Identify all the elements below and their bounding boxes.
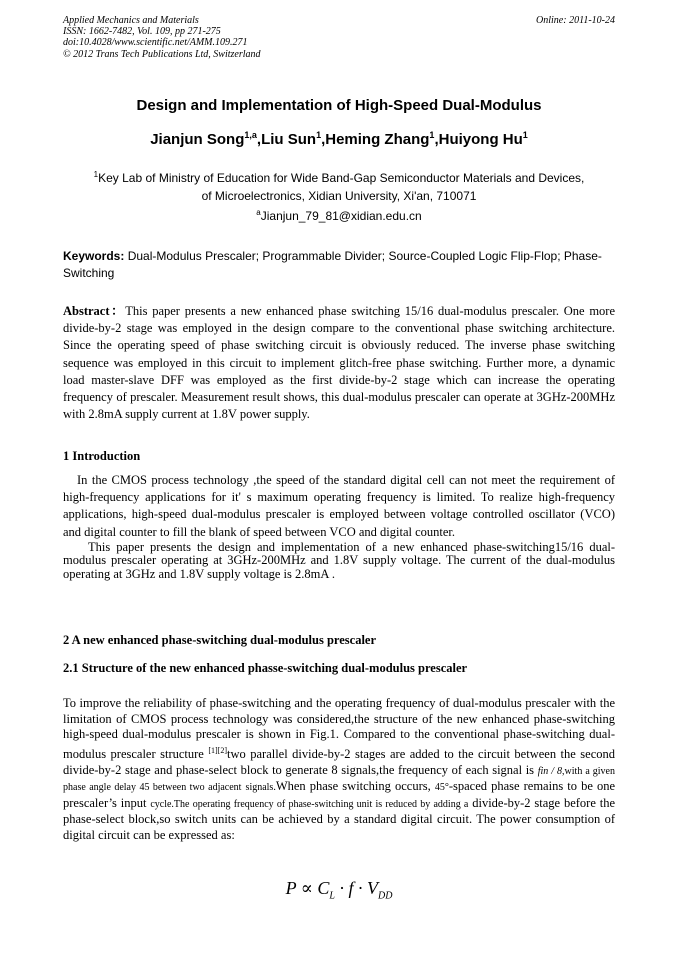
author-name: Huiyong Hu [438,131,523,148]
email-address: Jianjun_79_81@xidian.edu.cn [260,209,422,223]
author-name: Jianjun Song [150,131,245,148]
journal-name: Applied Mechanics and Materials [63,15,199,26]
email-sup: a [256,208,261,217]
body-text: -spaced phase remains to be one prescaler’s input [63,779,616,810]
journal-header [63,15,615,60]
journal-doi: doi:10.4028/www.scientific.net/AMM.109.271 [63,37,248,49]
section-heading-introduction: 1 Introduction [63,449,141,463]
author-sup: 1 [316,130,322,140]
journal-copyright: © 2012 Trans Tech Publications Ltd, Switzerland [63,48,261,60]
author-sup: 1,a [244,130,257,140]
abstract-label: Abstract： [63,304,126,318]
section-2-1-body [63,696,615,844]
abstract-text: This paper presents a new enhanced phase switching 15/16 dual-modulus prescaler. One more divide-by-2 stage was employed in the design compare to the conventional phase switching architecture. Since the operating speed of phase switching circuit is obviously reduced. The inverse phase switching sequence was employed in this circuit to implement glitch-free phase switching. Further more, a dynamic load master-slave DFF was employed as the first divide-by-2 stage which can increase the operating frequency of prescaler. Measurement result shows, this dual-modulus prescaler can operate at 3GHz-200MHz with 2.8mA supply current at 1.8V power supply. [63,304,615,422]
paper-title: Design and Implementation of High-Speed Dual-Modulus [136,97,542,114]
body-text: To improve the reliability of phase-switching and the operating frequency of dual-modulus prescaler with the limitation of CMOS process technology was considered,the structure of the new enhanced phase-switching high-speed dual-modulus prescaler is shown in Fig.1. Compared to the conventional phase-switching dual-modulus prescaler structure [63,696,615,761]
intro-paragraph-2: This paper presents the design and implementation of a new enhanced phase-switching15/16 dual-modulus prescaler operating at 3GHz-200MHz and 1.8V supply voltage. The current of the dual-modulus operating at 3GHz and 1.8V supply voltage is 2.8mA . [63,539,615,581]
affiliation [0,166,678,205]
introduction-body [63,472,615,581]
body-text: When phase switching occurs, [275,779,435,794]
author-sup: 1 [429,130,435,140]
author-sup: 1 [522,130,528,140]
frequency-fraction: fin / 8 [537,765,563,777]
affiliation-line-1: Key Lab of Ministry of Education for Wide Band-Gap Semiconductor Materials and Devices, [98,171,585,185]
citation: [1][2] [208,745,227,755]
phase-angle: 45° [434,782,449,794]
body-text: ,with a given phase angle delay 45 between two adjacent [63,765,615,794]
author-list: Jianjun Song$^{1,a}$,Liu Sun$^1$,Heming Zhang$^1$,Huiyong Hu$^1$ [150,130,528,148]
online-date: Online: 2011-10-24 [536,15,615,26]
affiliation-line-2: of Microelectronics, Xidian University, Xi'an, 710071 [201,189,477,203]
intro-paragraph-1: In the CMOS process technology ,the speed of the standard digital cell can not meet the requirement of high-frequency applications for it' s maximum operating frequency is limited. To realize high-frequency applications, high-speed dual-modulus prescaler is employed between voltage controlled oscillator (VCO) and digital counter to fill the blank of speed between VCO and digital counter. [63,473,615,539]
keywords-text: Dual-Modulus Prescaler; Programmable Divider; Source-Coupled Logic Flip-Flop; Phase-Switching [63,249,602,280]
body-text: signals. [245,782,276,794]
body-text: divide-by-2 stage before the phase-select block,so switch units can be achieved by a standard digital circuit. The power consumption of digital circuit can be expressed as: [63,795,615,842]
author-name: Heming Zhang [325,131,430,148]
keywords [63,248,615,282]
journal-issn: ISSN: 1662-7482, Vol. 109, pp 271-275 [63,26,221,38]
keywords-label: Keywords: [63,249,125,263]
section-heading-2-1: 2.1 Structure of the new enhanced phasse-switching dual-modulus prescaler [63,661,468,675]
formula-text: $P \propto C_L \cdot f \cdot V_{DD}$ [285,878,393,902]
author-name: Liu Sun [261,131,317,148]
body-text: cycle.The operating frequency of phase-switching unit is reduced by adding a [150,798,469,810]
author-email [0,208,678,223]
body-text: two parallel divide-by-2 stages are added to the circuit between the second divide-by-2 stage and phase-select block to generate 8 signals,the frequency of each signal is [63,746,615,777]
power-formula [0,878,678,902]
abstract [63,303,615,423]
affiliation-sup: 1 [93,170,99,179]
section-heading-2: 2 A new enhanced phase-switching dual-modulus prescaler [63,633,377,647]
